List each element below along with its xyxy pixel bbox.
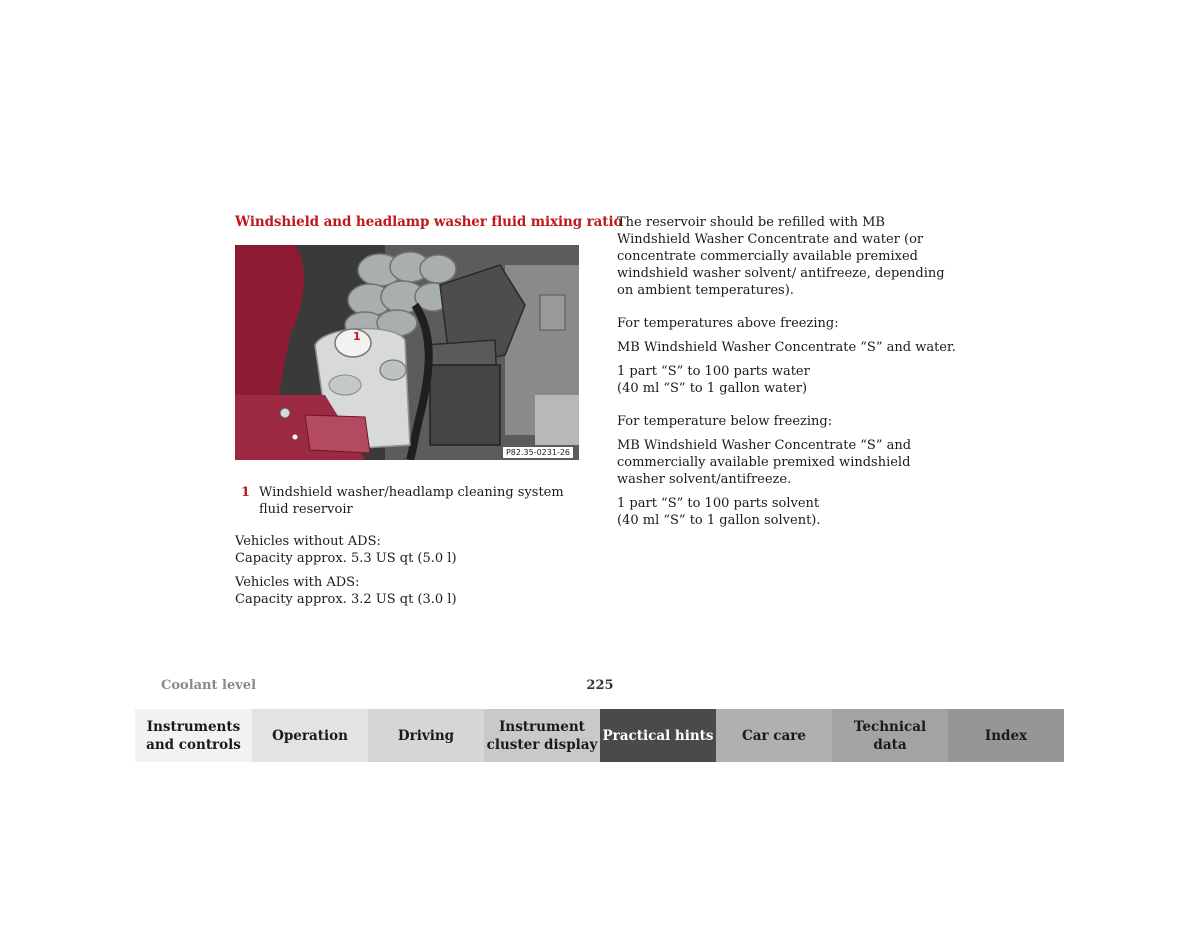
caption-text: Windshield washer/headlamp cleaning system fluid reservoir <box>259 485 564 517</box>
tab-label: Instruments and controls <box>146 718 241 753</box>
tab-label: Technical data <box>853 718 927 753</box>
above-freezing-mix: MB Windshield Washer Concentrate “S” and water. <box>617 340 956 355</box>
tab-technical-data[interactable] <box>832 709 948 762</box>
figure-code: P82.35-0231-26 <box>503 447 573 458</box>
tab-car-care[interactable] <box>716 709 832 762</box>
tab-label: Operation <box>272 727 348 744</box>
above-freezing-ratio: 1 part “S” to 100 parts water (40 ml “S” to 1 gallon water) <box>617 364 810 396</box>
footer-section-title: Coolant level <box>161 678 257 693</box>
section-heading: Windshield and headlamp washer fluid mixing ratio <box>235 214 623 230</box>
figure-caption <box>241 484 581 518</box>
engine-bay-illustration <box>235 245 579 460</box>
capacity-with-ads: Vehicles with ADS: Capacity approx. 3.2 US qt (3.0 l) <box>235 575 457 607</box>
tab-operation[interactable] <box>252 709 368 762</box>
tab-practical-hints[interactable] <box>600 709 716 762</box>
tab-driving[interactable] <box>368 709 484 762</box>
tab-instruments-and-controls[interactable] <box>135 709 252 762</box>
below-freezing-mix: MB Windshield Washer Concentrate “S” and commercially available premixed windshield washer solvent/antifreeze. <box>617 438 912 487</box>
below-freezing-heading: For temperature below freezing: <box>617 414 833 429</box>
chapter-tabs <box>135 709 1064 762</box>
callout-number: 1 <box>353 330 361 343</box>
caption-number: 1 <box>241 485 251 500</box>
tab-index[interactable] <box>948 709 1064 762</box>
refill-instructions: The reservoir should be refilled with MB Windshield Washer Concentrate and water (or concentrate commercially available premixed windshield washer solvent/ antifreeze, depending on ambient temperatures). <box>617 215 945 298</box>
below-freezing-ratio: 1 part “S” to 100 parts solvent (40 ml “S” to 1 gallon solvent). <box>617 496 821 528</box>
tab-instrument-cluster-display[interactable] <box>484 709 600 762</box>
page-number: 225 <box>586 678 614 693</box>
tab-label: Index <box>984 727 1028 744</box>
above-freezing-heading: For temperatures above freezing: <box>617 316 839 331</box>
tab-label: Driving <box>397 727 455 744</box>
engine-bay-drawing <box>235 245 579 460</box>
tab-label: Practical hints <box>602 727 714 744</box>
tab-label: Instrument cluster display <box>486 718 598 753</box>
capacity-without-ads: Vehicles without ADS: Capacity approx. 5.3 US qt (5.0 l) <box>235 534 457 566</box>
tab-label: Car care <box>742 727 806 744</box>
